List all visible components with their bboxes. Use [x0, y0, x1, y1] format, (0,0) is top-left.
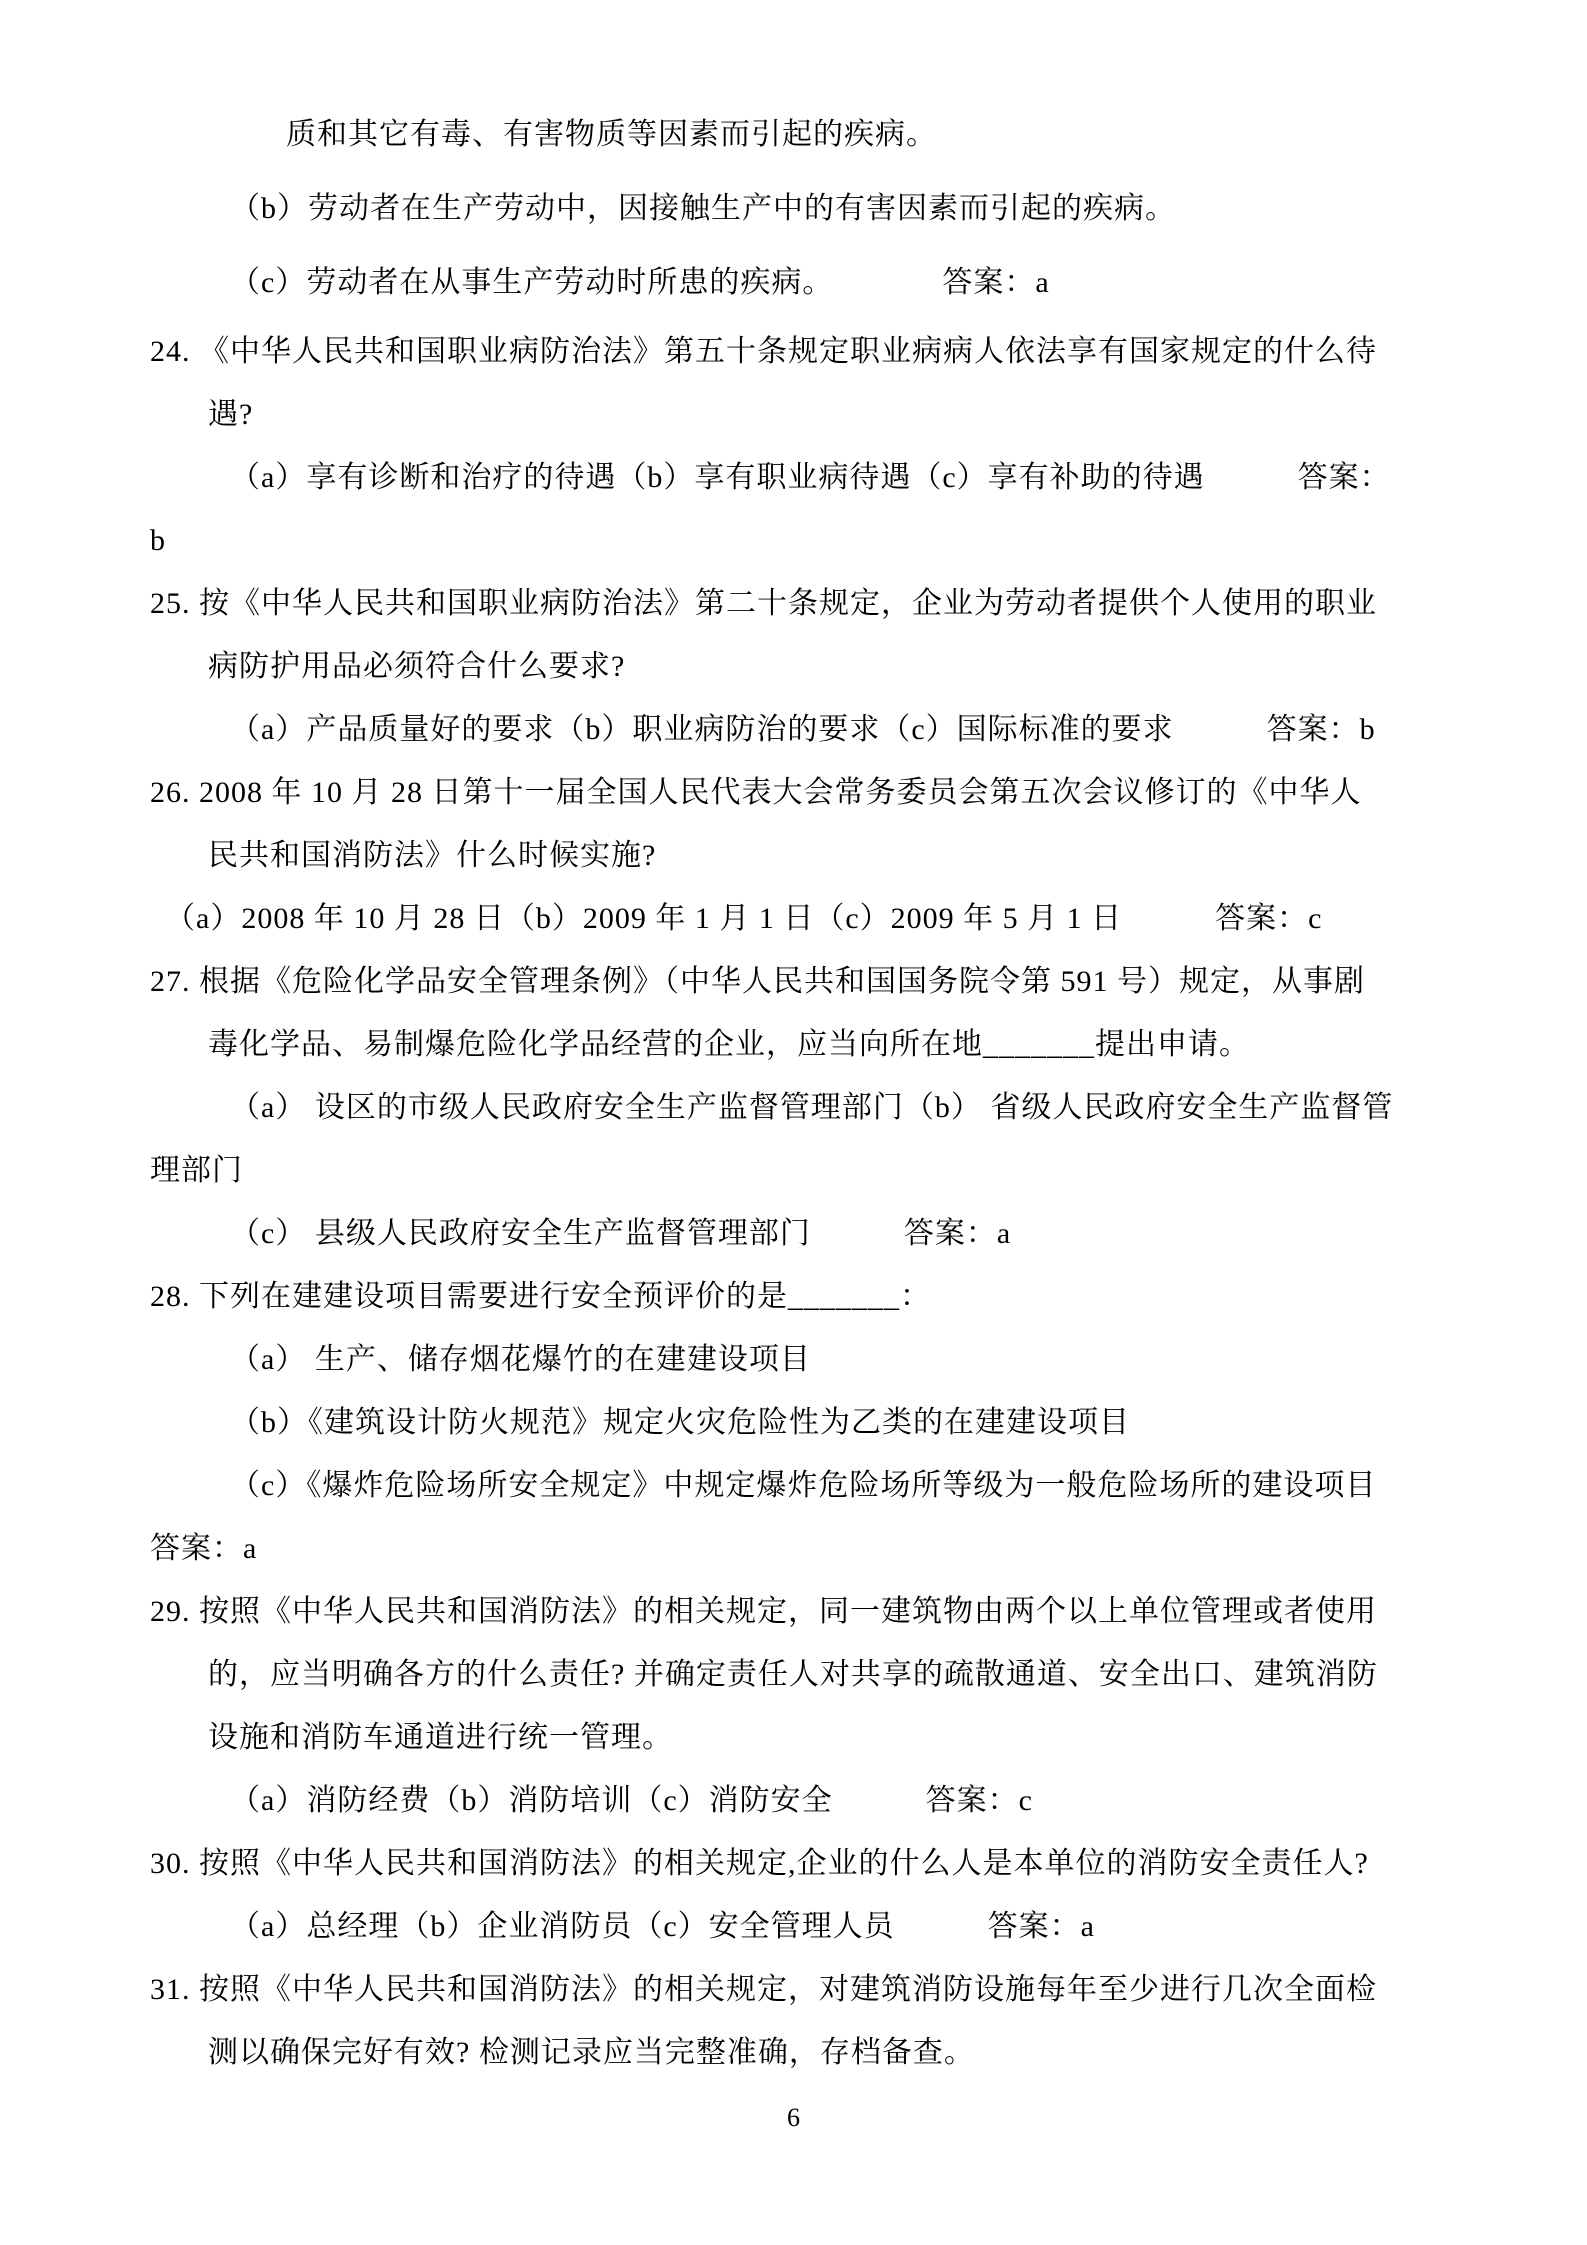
document-line: 遇?: [208, 398, 254, 431]
document-line: 29. 按照《中华人民共和国消防法》的相关规定，同一建筑物由两个以上单位管理或者使用: [150, 1595, 1377, 1628]
document-line: 28. 下列在建建设项目需要进行安全预评价的是_______：: [150, 1280, 931, 1313]
document-line: b: [150, 524, 166, 557]
document-line: 设施和消防车通道进行统一管理。: [208, 1721, 673, 1754]
document-line: 测以确保完好有效? 检测记录应当完整准确，存档备查。: [208, 2036, 975, 2069]
document-line: （c）劳动者在从事生产劳动时所患的疾病。 答案：a: [230, 266, 1050, 299]
document-line: 病防护用品必须符合什么要求?: [208, 650, 626, 683]
document-line: （a）享有诊断和治疗的待遇（b）享有职业病待遇（c）享有补助的待遇 答案：: [230, 461, 1391, 494]
document-line: 答案：a: [150, 1532, 258, 1565]
document-line: 31. 按照《中华人民共和国消防法》的相关规定，对建筑消防设施每年至少进行几次全面检: [150, 1973, 1377, 2006]
document-line: 民共和国消防法》什么时候实施?: [208, 839, 657, 872]
document-line: （a） 设区的市级人民政府安全生产监督管理部门（b） 省级人民政府安全生产监督管: [230, 1091, 1394, 1124]
document-body: [150, 98, 1437, 2084]
document-line: 27. 根据《危险化学品安全管理条例》（中华人民共和国国务院令第 591 号）规定，从事剧: [150, 965, 1365, 998]
document-line: （b）劳动者在生产劳动中，因接触生产中的有害因素而引起的疾病。: [230, 192, 1176, 225]
document-line: （c） 县级人民政府安全生产监督管理部门 答案：a: [230, 1217, 1012, 1250]
document-line: （b）《建筑设计防火规范》规定火灾危险性为乙类的在建建设项目: [230, 1406, 1130, 1439]
page-number: 6: [787, 2103, 800, 2132]
document-line: 26. 2008 年 10 月 28 日第十一届全国人民代表大会常务委员会第五次会议修订的《中华人: [150, 776, 1362, 809]
document-line: 理部门: [150, 1154, 243, 1187]
document-line: （a） 生产、储存烟花爆竹的在建建设项目: [230, 1343, 811, 1376]
document-line: （a）产品质量好的要求（b）职业病防治的要求（c）国际标准的要求 答案：b: [230, 713, 1376, 746]
document-line: 25. 按《中华人民共和国职业病防治法》第二十条规定，企业为劳动者提供个人使用的职业: [150, 587, 1377, 620]
document-line: 的，应当明确各方的什么责任? 并确定责任人对共享的疏散通道、安全出口、建筑消防: [208, 1658, 1378, 1691]
document-line: （a）消防经费（b）消防培训（c）消防安全 答案：c: [230, 1784, 1033, 1817]
document-line: （a）2008 年 10 月 28 日（b）2009 年 1 月 1 日（c）2009 年 5 月 1 日 答案：c: [165, 902, 1323, 935]
document-line: 30. 按照《中华人民共和国消防法》的相关规定,企业的什么人是本单位的消防安全责任人?: [150, 1847, 1369, 1880]
document-line: （c）《爆炸危险场所安全规定》中规定爆炸危险场所等级为一般危险场所的建设项目: [230, 1469, 1377, 1502]
document-line: 毒化学品、易制爆危险化学品经营的企业，应当向所在地_______提出申请。: [208, 1028, 1250, 1061]
document-line: 24. 《中华人民共和国职业病防治法》第五十条规定职业病病人依法享有国家规定的什么待: [150, 335, 1377, 368]
document-line: （a）总经理（b）企业消防员（c）安全管理人员 答案：a: [230, 1910, 1095, 1943]
document-line: 质和其它有毒、有害物质等因素而引起的疾病。: [286, 118, 937, 151]
